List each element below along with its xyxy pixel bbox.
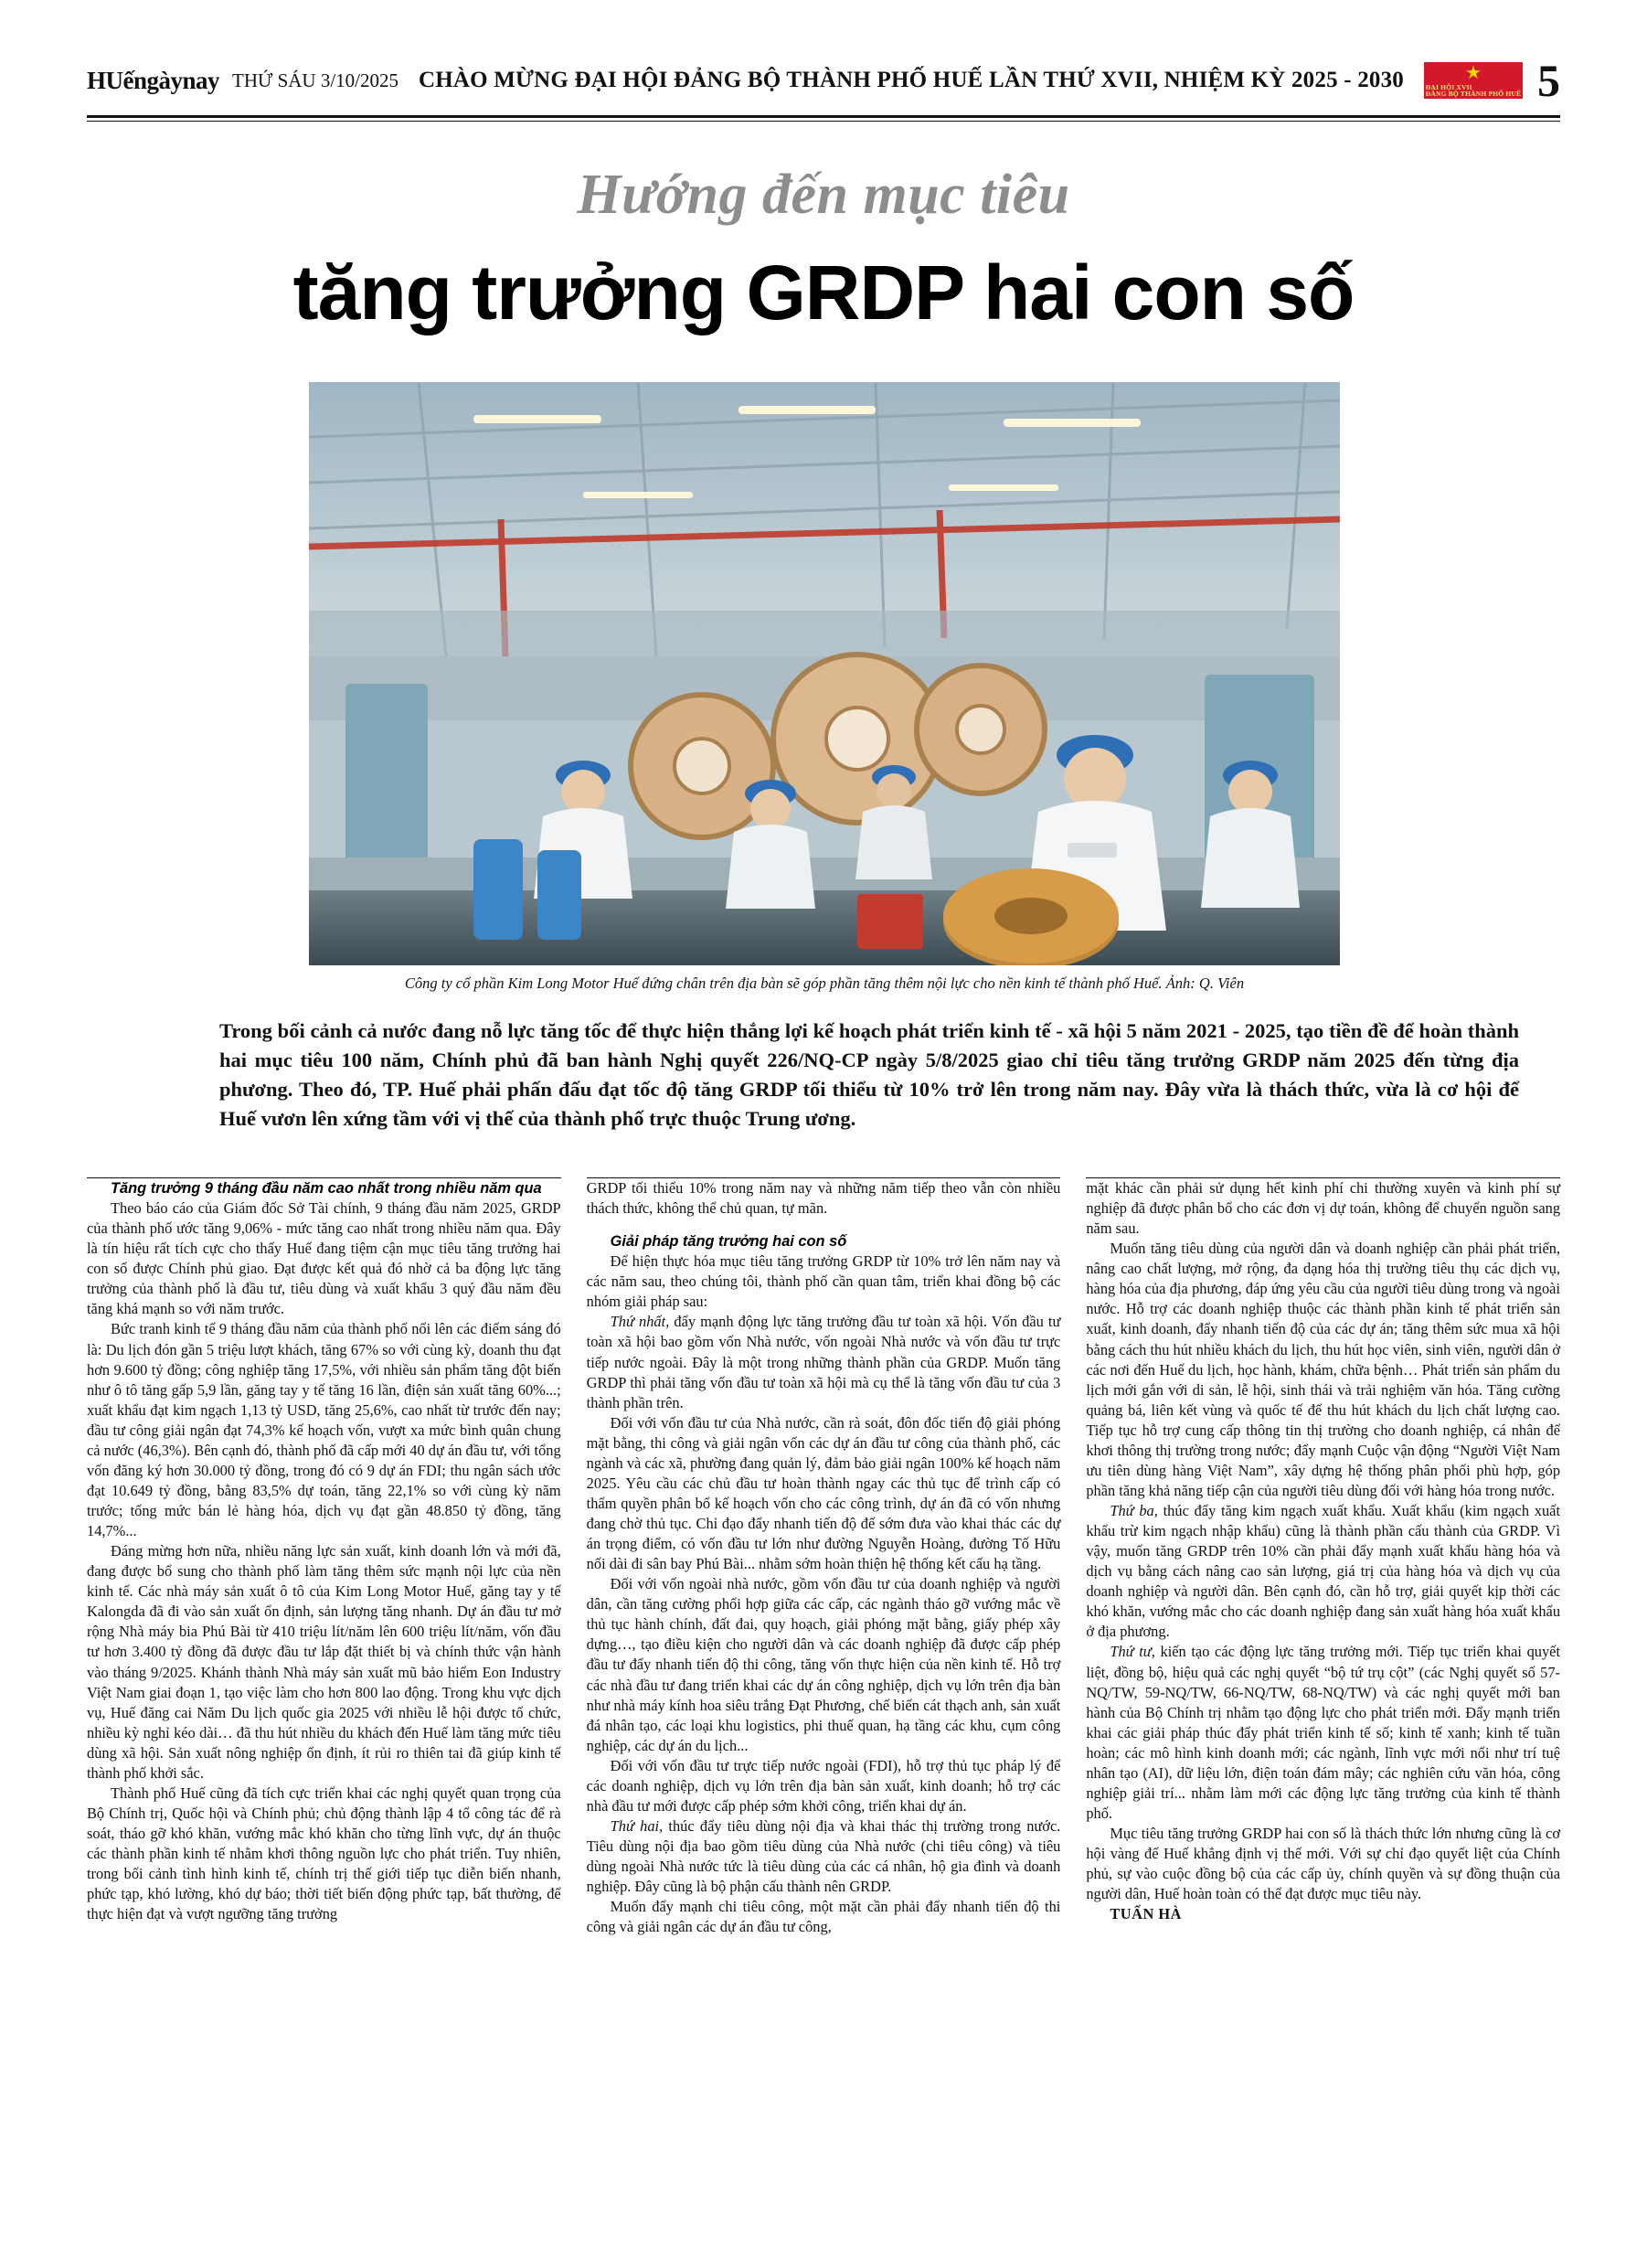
paragraph-text: kiến tạo các động lực tăng trưởng mới. Tiếp tục triển khai quyết liệt, đồng bộ, hiệu quả các nghị quyết “bộ tứ trụ cột” (các Nghị quyết số 57-NQ/TW, 59-NQ/TW, 66-NQ/TW, 68-NQ/TW) và các nghị quyết mới ban hành của Bộ Chính trị nhằm tạo động lực cho phát triển mới. Đẩy mạnh triển khai các giải pháp thúc đẩy phát triển kinh tế số; kinh tế xanh; kinh tế tuần hoàn; các mô hình kinh doanh mới; các ngành, lĩnh vực mới nổi như trí tuệ nhân tạo (AI), dữ liệu lớn, điện toán đám mây; các nghiên cứu văn hóa, công nghiệp giải trí... nhằm làm mới các động lực tăng trưởng của kinh tế thành phố. (1086, 1643, 1561, 1822)
paragraph (1086, 1501, 1560, 1642)
column-3 (1086, 1177, 1560, 1937)
paragraph: Theo báo cáo của Giám đốc Sở Tài chính, 9 tháng đầu năm 2025, GRDP của thành phố ước tăng 9,06% - mức tăng cao nhất trong nhiều năm qua. Đây là tín hiệu rất tích cực cho thấy Huế đang tiệm cận mục tiêu tăng trưởng hai con số được Chính phủ giao. Đạt được kết quả đó nhờ cả ba động lực tăng trưởng của thành phố là đầu tư, tiêu dùng và xuất khẩu 3 quý đầu năm đều tăng khá mạnh so với năm trước. (87, 1199, 561, 1318)
paragraph: Đối với vốn đầu tư trực tiếp nước ngoài (FDI), hỗ trợ thủ tục pháp lý để các doanh nghiệp, dịch vụ lớn trên địa bàn sản xuất, kinh doanh; hỗ trợ các nhà đầu tư mới được cấp phép sớm khởi công, triển khai dự án. (586, 1756, 1061, 1815)
masthead (87, 53, 1560, 108)
page-number: 5 (1537, 55, 1560, 106)
paragraph (1086, 1642, 1560, 1824)
article-photo (309, 382, 1340, 965)
photo-caption: Công ty cổ phần Kim Long Motor Huế đứng chân trên địa bàn sẽ góp phần tăng thêm nội lực cho nền kinh tế thành phố Huế. Ảnh: Q. Viên (404, 974, 1245, 992)
article-lead: Trong bối cảnh cả nước đang nỗ lực tăng tốc để thực hiện thắng lợi kế hoạch phát triển kinh tế - xã hội 5 năm 2021 - 2025, tạo tiền đề để hoàn thành hai mục tiêu 100 năm, Chính phủ đã ban hành Nghị quyết 226/NQ-CP ngày 5/8/2025 giao chỉ tiêu tăng trưởng GRDP năm 2025 đến từng địa phương. Theo đó, TP. Huế phải phấn đấu đạt tốc độ tăng GRDP tối thiểu từ 10% trở lên trong năm nay. Đây vừa là thách thức, vừa là cơ hội để Huế vươn lên xứng tầm với vị thế của thành phố trực thuộc Trung ương. (219, 1019, 1519, 1130)
column-1-subhead: Tăng trưởng 9 tháng đầu năm cao nhất trong nhiều năm qua (111, 1180, 542, 1197)
column-2-subhead: Giải pháp tăng trưởng hai con số (610, 1233, 847, 1251)
paragraph: GRDP tối thiểu 10% trong năm nay và những năm tiếp theo vẫn còn nhiều thách thức, không thể chủ quan, tự mãn. (586, 1179, 1061, 1218)
paragraph: Đối với vốn đầu tư của Nhà nước, cần rà soát, đôn đốc tiến độ giải phóng mặt bằng, thi công và giải ngân vốn các dự án đầu tư công của thành phố, các ngành và các xã, phường đang quản lý, đảm bảo giải ngân 100% kế hoạch năm 2025. Yêu cầu các chủ đầu tư hoàn thành ngay các thủ tục để trình cấp có thẩm quyền phân bổ kế hoạch vốn cho các công trình, dự án đã có vốn nhưng đang chờ thủ tục. Chỉ đạo đẩy nhanh tiến độ để sớm đưa vào khai thác các dự án trọng điểm, có vốn đầu tư lớn như đường Nguyễn Hoàng, đường Tố Hữu nối dài đi sân bay Phú Bài... nhằm sớm hoàn thiện hệ thống kết cấu hạ tầng. (586, 1413, 1061, 1573)
star-icon: ★ (1465, 62, 1482, 83)
paragraph-text: thúc đẩy tiêu dùng nội địa và khai thác thị trường trong nước. Tiêu dùng nội địa bao gồm tiêu dùng của Nhà nước (chi tiêu công) và tiêu dùng ngoài Nhà nước tức là tiêu dùng của các cá nhân, hộ gia đình và doanh nghiệp. Đây cũng là bộ phận cấu thành nên GRDP. (586, 1816, 1061, 1896)
column-1 (87, 1177, 561, 1937)
paragraph: Thành phố Huế cũng đã tích cực triển khai các nghị quyết quan trọng của Bộ Chính trị, Quốc hội và Chính phủ; chủ động thành lập 4 tổ công tác để rà soát, tháo gỡ khó khăn, vướng mắc khó khăn cho từng lĩnh vực, dự án thuộc các thành phần kinh tế nhằm khơi thông nguồn lực cho phát triển. Tuy nhiên, trong bối cảnh tình hình kinh tế, chính trị thế giới tiếp tục diễn biến nhanh, phức tạp, khó lường, khó dự báo; thời tiết biến động phức tạp, bất thường, để thực hiện đạt và vượt ngưỡng tăng trưởng (87, 1784, 561, 1923)
paragraph: Đối với vốn ngoài nhà nước, gồm vốn đầu tư của doanh nghiệp và người dân, cần tăng cường phối hợp giữa các cấp, các ngành tháo gỡ vướng mắc về thủ tục hành chính, đất đai, quy hoạch, giải phóng mặt bằng, giấy phép xây dựng…, tạo điều kiện cho người dân và các doanh nghiệp đã được cấp phép đầu tư đẩy nhanh tiến độ thi công, tăng vốn thực hiện của nền kinh tế. Hỗ trợ các nhà đầu tư đang triển khai các dự án công nghiệp, dịch vụ lớn trên địa bàn như nhà máy kính hoa siêu trắng Đạt Phương, chế biến cát thạch anh, sản xuất đá nhân tạo, các loại khu logistics, phi thuế quan, hạ tầng các khu, cụm công nghiệp, các dự án du lịch... (586, 1575, 1061, 1754)
paragraph-lead-in: Thứ ba, (1110, 1502, 1158, 1519)
masthead-divider-thin (87, 121, 1560, 122)
article-byline: TUẤN HÀ (1110, 1905, 1182, 1923)
paragraph-lead-in: Thứ hai, (610, 1816, 664, 1835)
factory-photo-illustration (309, 382, 1340, 965)
masthead-logo: HUếngàynay (87, 66, 220, 94)
masthead-date: THỨ SÁU 3/10/2025 (232, 69, 398, 91)
paragraph (587, 1816, 1061, 1897)
paragraph: Đáng mừng hơn nữa, nhiều năng lực sản xuất, kinh doanh lớn và mới đã, đang được bổ sung cho thành phố làm tăng thêm sức mạnh nội lực của nền kinh tế. Các nhà máy sản xuất ô tô của Kim Long Motor Huế, găng tay y tế Kalongda đã đi vào sản xuất ổn định, sản lượng tăng nhanh. Dự án đầu tư mở rộng Nhà máy bia Phú Bài từ 410 triệu lít/năm lên 600 triệu lít/năm, vốn đầu tư hơn 3.400 tỷ đồng đã được đầu tư lắp đặt thiết bị và chính thức vận hành vào tháng 9/2025. Khánh thành Nhà máy sản xuất mũ bảo hiểm Eon Industry Việt Nam giai đoạn 1, tạo việc làm cho hơn 800 lao động. Trong khu vực dịch vụ, Huế đăng cai Năm Du lịch quốc gia 2025 với nhiều lễ hội được tổ chức, nhiều kỳ nghỉ kéo dài… đã thu hút nhiều du khách đến Huế làm tăng mức tiêu dùng xã hội. Sản xuất nông nghiệp ổn định, ít rủi ro thiên tai đã giúp kinh tế thành phố khởi sắc. (87, 1542, 561, 1782)
paragraph-text: đẩy mạnh động lực tăng trưởng đầu tư toàn xã hội. Vốn đầu tư toàn xã hội bao gồm vốn Nhà nước, vốn ngoài Nhà nước và vốn đầu tư trực tiếp nước ngoài. Đây là một trong những thành phần của GRDP. Muốn tăng GRDP thì phải tăng vốn đầu tư toàn xã hội mà cụ thể là tăng vốn đầu tư của 3 thành phần trên. (586, 1313, 1061, 1411)
paragraph-lead-in: Thứ nhất, (610, 1313, 670, 1331)
paragraph: Muốn tăng tiêu dùng của người dân và doanh nghiệp cần phải phát triển, nâng cao chất lượng, mở rộng, đa dạng hóa thị trường tiêu thụ các dịch vụ, hàng hóa của địa phương, đáp ứng yêu cầu của người tiêu dùng trong và ngoài nước. Hỗ trợ các doanh nghiệp thuộc các thành phần kinh tế phát triển sản xuất, kinh doanh, đẩy nhanh tiến độ của các dự án; tăng thêm sức mua xã hội bằng cách thu hút nhiều khách du lịch, thu hút học viên, sinh viên, người dân ở các nơi đến Huế du lịch, học hành, khám, chữa bệnh… Phát triển sản phẩm du lịch mới gắn với di sản, lễ hội, sinh thái và trải nghiệm văn hóa. Tăng cường quảng bá, liên kết vùng và quốc tế để thu hút khách du lịch chất lượng cao. Tiếp tục hỗ trợ cung cấp thông tin thị trường cho doanh nghiệp, cá nhân để khơi thông thị trường trong nước; đẩy mạnh Cuộc vận động “Người Việt Nam ưu tiên dùng hàng Việt Nam”, xây dựng hệ thống phân phối phù hợp, góp phần tăng khả năng tiếp cận của người tiêu dùng đối với hàng hóa trong nước. (1086, 1240, 1561, 1499)
paragraph: mặt khác cần phải sử dụng hết kinh phí chi thường xuyên và kinh phí sự nghiệp đã được phân bổ cho các đơn vị dự toán, không để chuyển nguồn sang năm sau. (1086, 1179, 1561, 1238)
paragraph: Mục tiêu tăng trưởng GRDP hai con số là thách thức lớn nhưng cũng là cơ hội vàng để Huế khẳng định vị thế mới. Với sự chỉ đạo quyết liệt của Chính phủ, sự vào cuộc đồng bộ của các cấp ủy, chính quyền và sự đồng thuận của người dân, Huế hoàn toàn có thể đạt được mục tiêu này. (1086, 1825, 1561, 1903)
article-body (87, 1177, 1560, 1944)
masthead-right (1424, 55, 1560, 106)
paragraph (587, 1312, 1061, 1412)
paragraph: Để hiện thực hóa mục tiêu tăng trưởng GRDP từ 10% trở lên năm nay và các năm sau, theo chúng tôi, thành phố cần quan tâm, triển khai đồng bộ các nhóm giải pháp sau: (586, 1252, 1061, 1311)
masthead-banner-title: CHÀO MỪNG ĐẠI HỘI ĐẢNG BỘ THÀNH PHỐ HUẾ LẦN THỨ XVII, NHIỆM KỲ 2025 - 2030 (418, 68, 1405, 92)
congress-badge-label: ĐẠI HỘI XVII ĐẢNG BỘ THÀNH PHỐ HUẾ (1425, 82, 1522, 98)
paragraph: Bức tranh kinh tế 9 tháng đầu năm của thành phố nổi lên các điểm sáng đó là: Du lịch đón gần 5 triệu lượt khách, tăng 67% so với cùng kỳ, doanh thu đạt hơn 9.600 tỷ đồng; công nghiệp tăng 17,5%, với nhiều sản phẩm tăng đột biến như ô tô tăng gấp 5,9 lần, găng tay y tế tăng 16 lần, điện sản xuất tăng 60%...; xuất khẩu đạt kim ngạch 1,13 tỷ USD, tăng 25,6%, cao nhất từ trước đến nay; đầu tư công giải ngân đạt 74,3% kế hoạch vốn, vượt xa mức bình quân chung cả nước (46,3%). Bên cạnh đó, thành phố đã cấp mới 40 dự án đầu tư, với tổng vốn đăng ký hơn 30.000 tỷ đồng, trong đó có 9 dự án FDI; thu ngân sách ước đạt 10.649 tỷ đồng, bằng 83,5% dự toán, tăng 22,1% so với cùng kỳ năm trước; tổng mức bán lẻ hàng hóa, dịch vụ đạt gần 48.850 tỷ đồng, tăng 14,7%... (87, 1320, 561, 1540)
article-kicker: Hướng đến mục tiêu (577, 164, 1070, 226)
article-headline: tăng trưởng GRDP hai con số (292, 250, 1355, 335)
congress-badge (1424, 62, 1523, 99)
paragraph-text: thúc đẩy tăng kim ngạch xuất khẩu. Xuất khẩu (kim ngạch xuất khẩu trừ kim ngạch nhập khẩu) cũng là thành phần cấu thành của GRDP. Vì vậy, muốn tăng GRDP trên 10% cần phải đẩy mạnh xuất khẩu hàng hóa và dịch vụ bằng cách nâng cao sản lượng, giá trị của hàng hóa và dịch vụ của doanh nghiệp và người dân. Bên cạnh đó, cần hỗ trợ, giải quyết kịp thời các khó khăn, vướng mắc cho các doanh nghiệp đang sản xuất hàng hóa xuất khẩu ở địa phương. (1086, 1502, 1561, 1641)
masthead-divider (87, 115, 1560, 118)
paragraph-lead-in: Thứ tư, (1110, 1643, 1155, 1661)
column-2 (587, 1177, 1061, 1937)
paragraph: Muốn đẩy mạnh chi tiêu công, một mặt cần phải đẩy nhanh tiến độ thi công và giải ngân các dự án đầu tư công, (586, 1898, 1061, 1936)
